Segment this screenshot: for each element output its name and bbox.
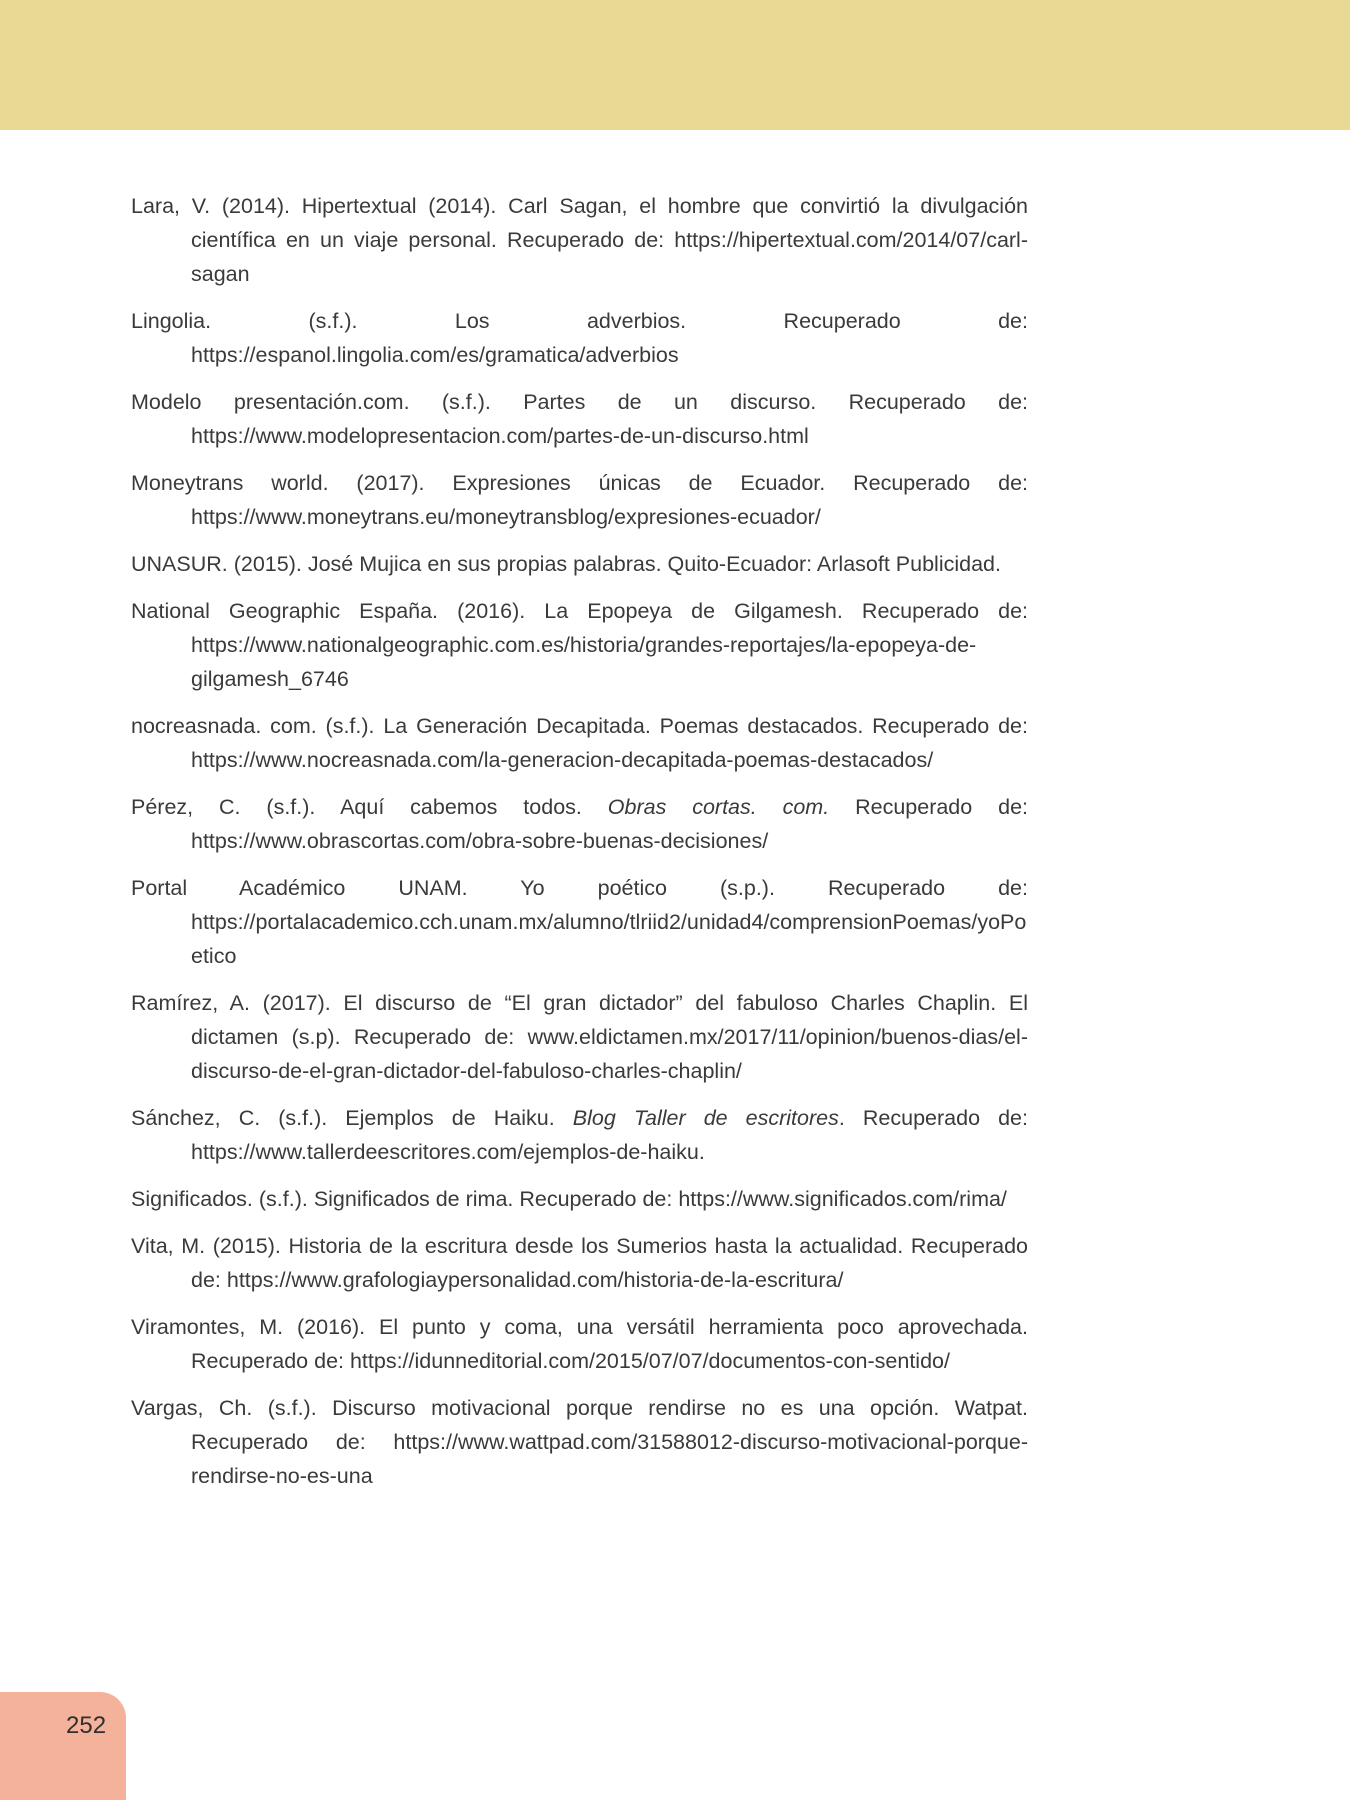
reference-entry	[131, 986, 1028, 1088]
reference-entry	[131, 466, 1028, 534]
reference-text: UNASUR. (2015). José Mujica en sus propias palabras. Quito-Ecuador: Arlasoft Publicidad.	[131, 552, 1001, 576]
reference-title-italic: Obras cortas. com.	[607, 795, 830, 819]
reference-text: Viramontes, M. (2016). El punto y coma, una versátil herramienta poco aprovechada. Recuperado de: https://idunneditorial.com/2015/07/07/documentos-con-sentido/	[131, 1315, 1028, 1373]
reference-text: Portal Académico UNAM. Yo poético (s.p.). Recuperado de: https://portalacademico.cch.unam.mx/alumno/tlriid2/unidad4/comprensionPoemas/yoPoetico	[131, 876, 1028, 968]
reference-text: . Recuperado de: https://www.tallerdeescritores.com/ejemplos-de-haiku.	[191, 1106, 1028, 1164]
reference-text: Lara, V. (2014). Hipertextual (2014). Carl Sagan, el hombre que convirtió la divulgación científica en un viaje personal. Recuperado de: https://hipertextual.com/2014/07/carl-sagan	[131, 194, 1028, 286]
reference-entry	[131, 1101, 1028, 1169]
reference-text: Pérez, C. (s.f.). Aquí cabemos todos.	[131, 795, 608, 819]
references-list	[131, 189, 1028, 1506]
header-band	[0, 0, 1350, 130]
reference-text: Vargas, Ch. (s.f.). Discurso motivacional porque rendirse no es una opción. Watpat. Recuperado de: https://www.wattpad.com/31588012-discurso-motivacional-porque-rendirse-no-es-una	[131, 1396, 1028, 1488]
reference-text: Significados. (s.f.). Significados de rima. Recuperado de: https://www.significados.com/rima/	[131, 1187, 1007, 1211]
reference-entry	[131, 547, 1028, 581]
reference-entry	[131, 1310, 1028, 1378]
reference-text: Moneytrans world. (2017). Expresiones únicas de Ecuador. Recuperado de: https://www.moneytrans.eu/moneytransblog/expresiones-ecuador/	[131, 471, 1028, 529]
reference-title-italic: Blog Taller de escritores	[572, 1106, 839, 1130]
reference-entry	[131, 189, 1028, 291]
reference-entry	[131, 1229, 1028, 1297]
reference-entry	[131, 1391, 1028, 1493]
reference-text: Ramírez, A. (2017). El discurso de “El gran dictador” del fabuloso Charles Chaplin. El dictamen (s.p). Recuperado de: www.eldictamen.mx/2017/11/opinion/buenos-dias/el-discurso-de-el-gran-dictador-del-fabuloso-charles-chaplin/	[131, 991, 1028, 1083]
reference-entry	[131, 790, 1028, 858]
reference-text: Recuperado de: https://www.obrascortas.com/obra-sobre-buenas-decisiones/	[191, 795, 1028, 853]
page-number: 252	[66, 1712, 107, 1739]
reference-entry	[131, 871, 1028, 973]
reference-entry	[131, 1182, 1028, 1216]
reference-text: nocreasnada. com. (s.f.). La Generación Decapitada. Poemas destacados. Recuperado de: https://www.nocreasnada.com/la-generacion-decapitada-poemas-destacados/	[131, 714, 1028, 772]
reference-text: Vita, M. (2015). Historia de la escritura desde los Sumerios hasta la actualidad. Recuperado de: https://www.grafologiaypersonalidad.com/historia-de-la-escritura/	[131, 1234, 1028, 1292]
reference-text: Lingolia. (s.f.). Los adverbios. Recuperado de: https://espanol.lingolia.com/es/gramatica/adverbios	[131, 309, 1028, 367]
reference-entry	[131, 304, 1028, 372]
reference-text: Sánchez, C. (s.f.). Ejemplos de Haiku.	[131, 1106, 573, 1130]
reference-text: National Geographic España. (2016). La Epopeya de Gilgamesh. Recuperado de: https://www.nationalgeographic.com.es/historia/grandes-reportajes/la-epopeya-de-gilgamesh_6746	[131, 599, 1028, 691]
reference-entry	[131, 385, 1028, 453]
reference-text: Modelo presentación.com. (s.f.). Partes de un discurso. Recuperado de: https://www.modelopresentacion.com/partes-de-un-discurso.html	[131, 390, 1028, 448]
page-number-tab	[0, 1692, 126, 1800]
reference-entry	[131, 709, 1028, 777]
reference-entry	[131, 594, 1028, 696]
